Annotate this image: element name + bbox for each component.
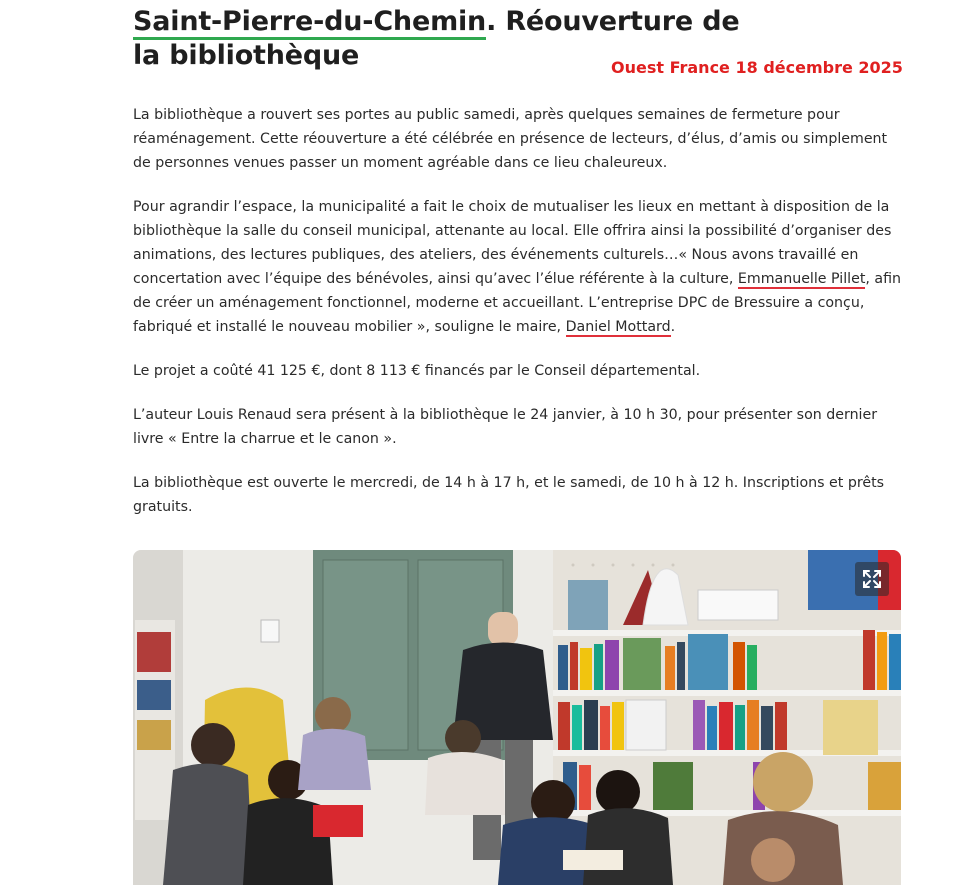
person-link-emmanuelle-pillet[interactable]: Emmanuelle Pillet <box>737 271 866 287</box>
paragraph-2-text-b: , afin de créer un aménagement fonctionnel, moderne et accueillant. L’entreprise DPC de Bressuire a conçu, fabriqué et installé le nouveau mobilier », souligne le maire, <box>133 271 902 335</box>
paragraph-5: La bibliothèque est ouverte le mercredi, de 14 h à 17 h, et le samedi, de 10 h à 12 h. Inscriptions et prêts gratuits. <box>133 475 885 515</box>
expand-icon <box>862 569 882 589</box>
paragraph-4: L’auteur Louis Renaud sera présent à la bibliothèque le 24 janvier, à 10 h 30, pour présenter son dernier livre « Entre la charrue et le canon ». <box>133 407 878 447</box>
paragraph-2 <box>133 195 903 339</box>
source-label: Ouest France 18 décembre 2025 <box>611 58 903 77</box>
paragraph-2-text-c: . <box>670 319 676 335</box>
library-scene <box>133 550 901 885</box>
title-place-link[interactable]: Saint-Pierre-du-Chemin <box>133 6 486 40</box>
title-rest: . Réouverture de la bibliothèque <box>133 6 740 71</box>
person-link-daniel-mottard[interactable]: Daniel Mottard <box>565 319 671 335</box>
paragraph-1: La bibliothèque a rouvert ses portes au public samedi, après quelques semaines de fermeture pour réaménagement. Cette réouverture a été célébrée en présence de lecteurs, d’élus, d’amis ou simplement de personnes venues passer un moment agréable dans ce lieu chaleureux. <box>133 107 888 171</box>
paragraph-2-text-a: Pour agrandir l’espace, la municipalité a fait le choix de mutualiser les lieux en mettant à disposition de la bibliothèque la salle du conseil municipal, attenante au local. Elle offrira ainsi la possibilité d’organiser des animations, des lectures publiques, des ateliers, des événements culturels…« Nous avons travaillé en concertation avec l’équipe des bénévoles, ainsi qu’avec l’élue référente à la culture, <box>133 199 892 287</box>
article-photo[interactable] <box>133 550 901 885</box>
article-body <box>133 103 903 539</box>
expand-photo-button[interactable] <box>855 562 889 596</box>
paragraph-3: Le projet a coûté 41 125 €, dont 8 113 € financés par le Conseil départemental. <box>133 363 701 379</box>
